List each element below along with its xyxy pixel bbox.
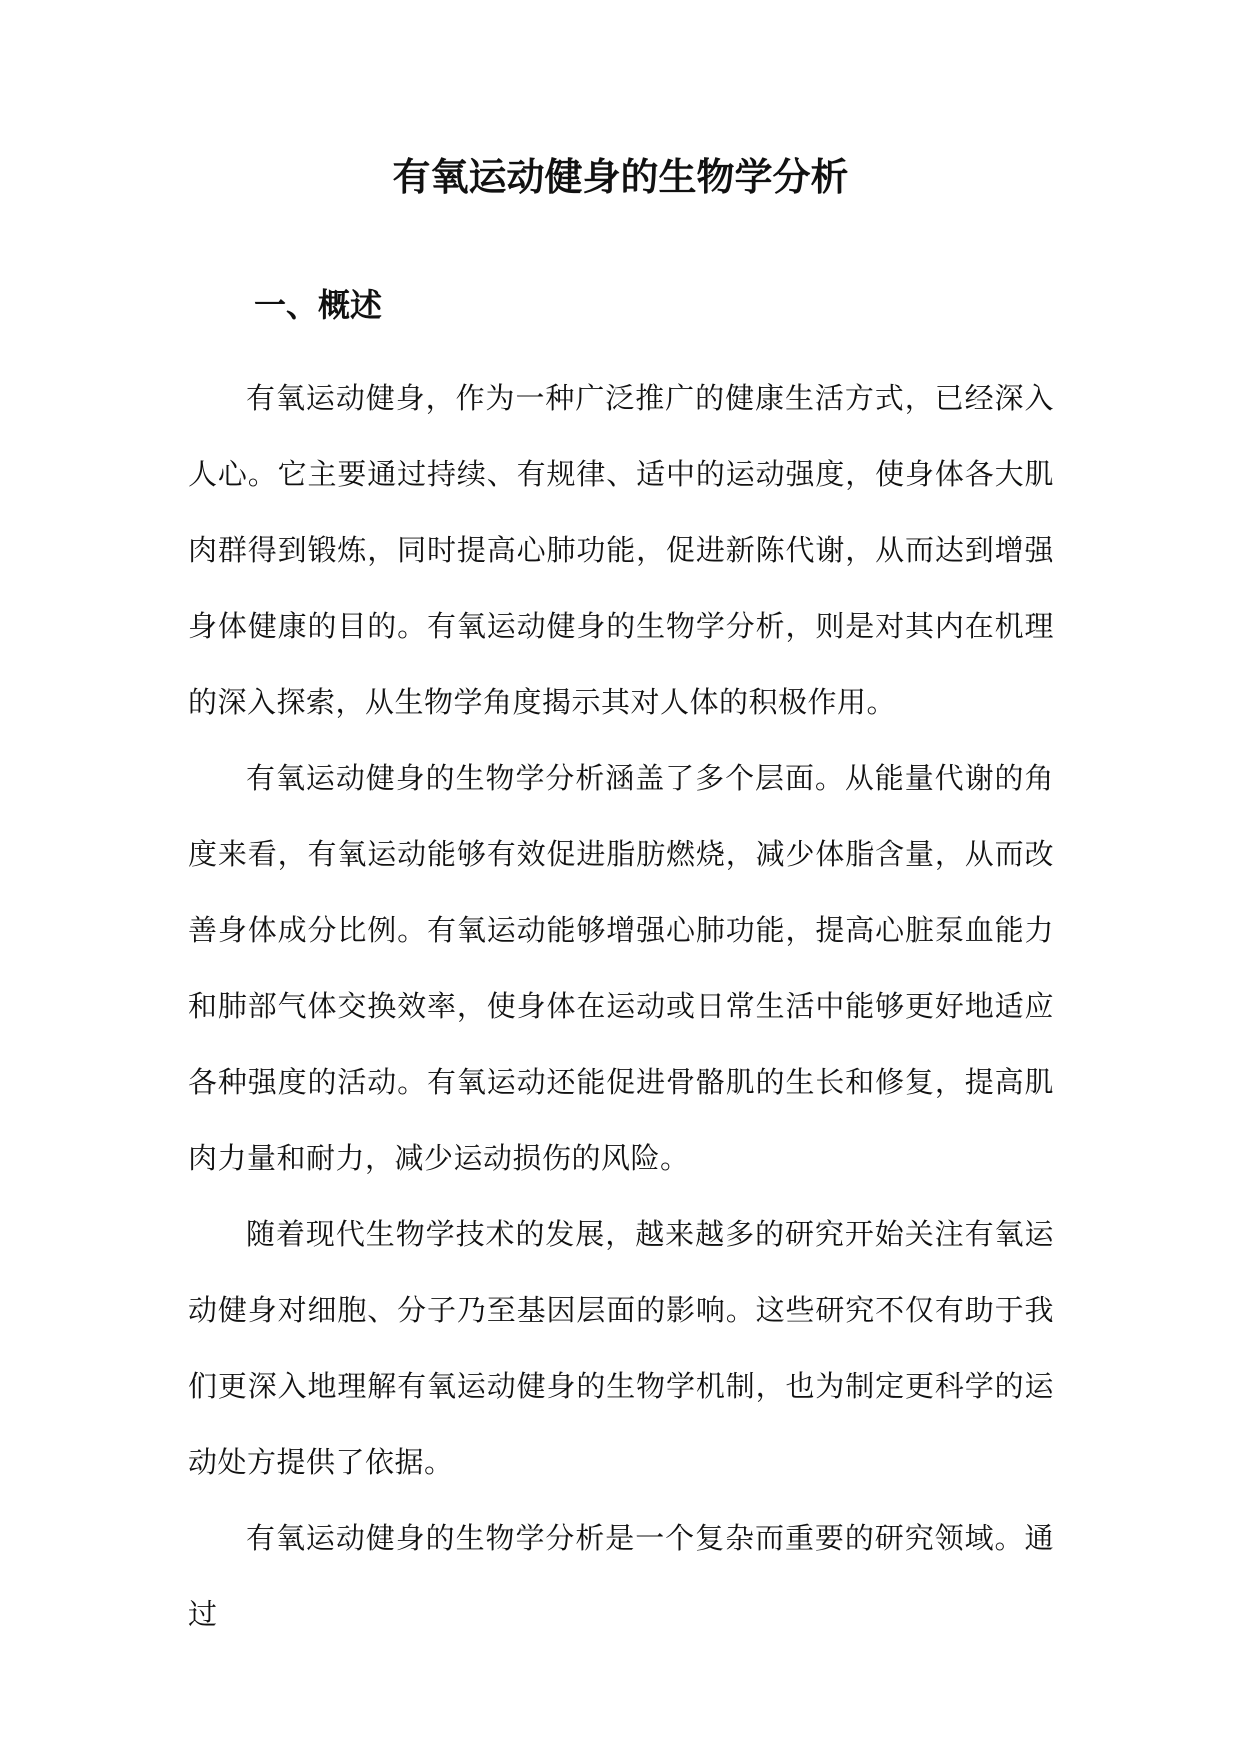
paragraph: 有氧运动健身，作为一种广泛推广的健康生活方式，已经深入人心。它主要通过持续、有规律、适中的运动强度，使身体各大肌肉群得到锻炼，同时提高心肺功能，促进新陈代谢，从而达到增强身体健康的目的。有氧运动健身的生物学分析，则是对其内在机理的深入探索，从生物学角度揭示其对人体的积极作用。 (188, 381, 1054, 719)
paragraph: 随着现代生物学技术的发展，越来越多的研究开始关注有氧运动健身对细胞、分子乃至基因层面的影响。这些研究不仅有助于我们更深入地理解有氧运动健身的生物学机制，也为制定更科学的运动处方提供了依据。 (188, 1217, 1054, 1479)
section-heading: 一、概述 (254, 286, 383, 324)
document-body (188, 360, 1054, 1652)
document-title: 有氧运动健身的生物学分析 (392, 155, 849, 199)
paragraph: 有氧运动健身的生物学分析涵盖了多个层面。从能量代谢的角度来看，有氧运动能够有效促进脂肪燃烧，减少体脂含量，从而改善身体成分比例。有氧运动能够增强心肺功能，提高心脏泵血能力和肺部气体交换效率，使身体在运动或日常生活中能够更好地适应各种强度的活动。有氧运动还能促进骨骼肌的生长和修复，提高肌肉力量和耐力，减少运动损伤的风险。 (188, 761, 1054, 1175)
paragraph: 有氧运动健身的生物学分析是一个复杂而重要的研究领域。通过 (188, 1521, 1054, 1631)
